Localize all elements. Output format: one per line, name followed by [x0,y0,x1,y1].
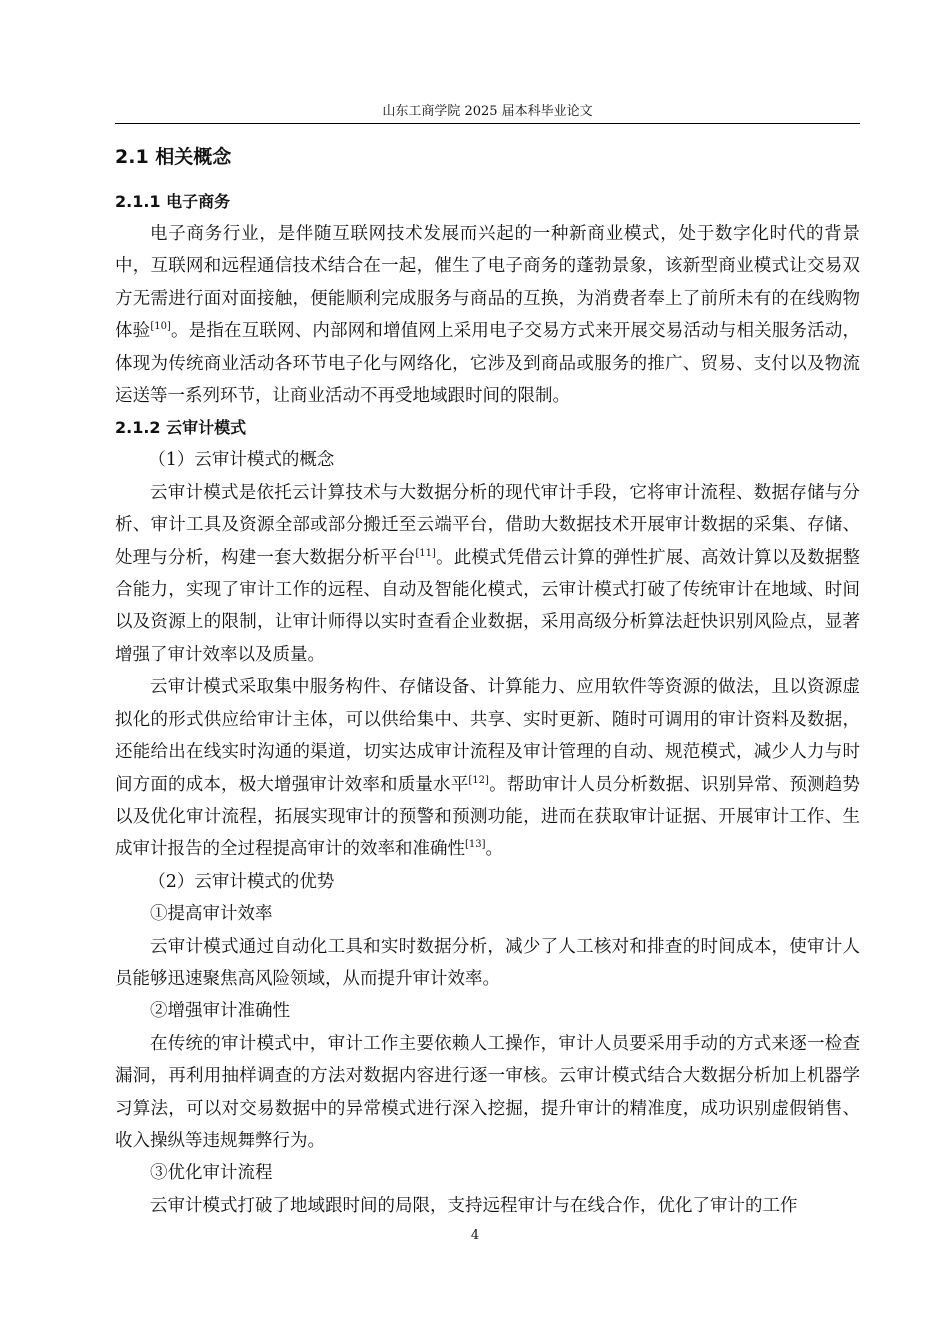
heading-concept: （1）云审计模式的概念 [148,450,335,471]
citation-ref: [11] [415,547,436,559]
advantage-heading-efficiency: ①提高审计效率 [150,904,273,925]
heading-advantages: （2）云审计模式的优势 [148,871,335,892]
paragraph-accuracy: 在传统的审计模式中，审计工作主要依赖人工操作，审计人员要采用手动的方式来逐一检查漏洞，再利用抽样调查的方法对数据内容进行逐一审核。云审计模式结合大数据分析加上机器学习算法，可以对交易数据中的异常模式进行深入挖掘，提升审计的精准度，成功识别虚假销售、收入操纵等违规舞弊行为。 [115,1033,860,1151]
page-body [115,142,860,1222]
advantage-heading-accuracy: ②增强审计准确性 [150,1001,290,1022]
paragraph-concept-2: 云审计模式采取集中服务构件、存储设备、计算能力、应用软件等资源的做法，且以资源虚拟化的形式供应给审计主体，可以供给集中、共享、实时更新、随时可调用的审计资料及数据，还能给出在线实时沟通的渠道，切实达成审计流程及审计管理的自动、规范模式，减少人力与时间方面的成本，极大增强审计效率和质量水平[12]。帮助审计人员分析数据、识别异常、预测趋势以及优化审计流程，拓展实现审计的预警和预测功能，进而在获取审计证据、开展审计工作、生成审计报告的全过程提高审计的效率和准确性[13]。 [115,677,861,860]
subsection-title-ecommerce: 2.1.1 电子商务 [115,192,231,211]
header-title: 山东工商学院 2025 届本科毕业论文 [382,104,593,119]
subsection-title-cloud-audit: 2.1.2 云审计模式 [115,418,247,438]
advantage-heading-process: ③优化审计流程 [150,1163,273,1184]
section-title: 2.1 相关概念 [115,146,232,168]
citation-ref: [13] [465,839,486,851]
page-number: 4 [470,1228,480,1243]
paragraph-efficiency: 云审计模式通过自动化工具和实时数据分析，减少了人工核对和排查的时间成本，使审计人员能够迅速聚焦高风险领域，从而提升审计效率。 [115,936,860,989]
paragraph-concept-1: 云审计模式是依托云计算技术与大数据分析的现代审计手段，它将审计流程、数据存储与分析、审计工具及资源全部或部分搬迁至云端平台，借助大数据技术开展审计数据的采集、存储、处理与分析，构建一套大数据分析平台[11]。此模式凭借云计算的弹性扩展、高效计算以及数据整合能力，实现了审计工作的远程、自动及智能化模式，云审计模式打破了传统审计在地域、时间以及资源上的限制，让审计师得以实时查看企业数据，采用高级分析算法赶快识别风险点，显著增强了审计效率以及质量。 [115,482,860,665]
citation-ref: [12] [468,774,489,786]
citation-ref: [10] [150,321,171,333]
page-header [115,100,860,124]
paragraph-process: 云审计模式打破了地域跟时间的局限，支持远程审计与在线合作，优化了审计的工作 [150,1195,798,1216]
paragraph-ecommerce: 电子商务行业，是伴随互联网技术发展而兴起的一种新商业模式，处于数字化时代的背景中，互联网和远程通信技术结合在一起，催生了电子商务的蓬勃景象，该新型商业模式让交易双方无需进行面对面接触，便能顺利完成服务与商品的互换，为消费者奉上了前所未有的在线购物体验[10]。是指在互联网、内部网和增值网上采用电子交易方式来开展交易活动与相关服务活动，体现为传统商业活动各环节电子化与网络化，它涉及到商品或服务的推广、贸易、支付以及物流运送等一系列环节，让商业活动不再受地域跟时间的限制。 [115,224,861,407]
